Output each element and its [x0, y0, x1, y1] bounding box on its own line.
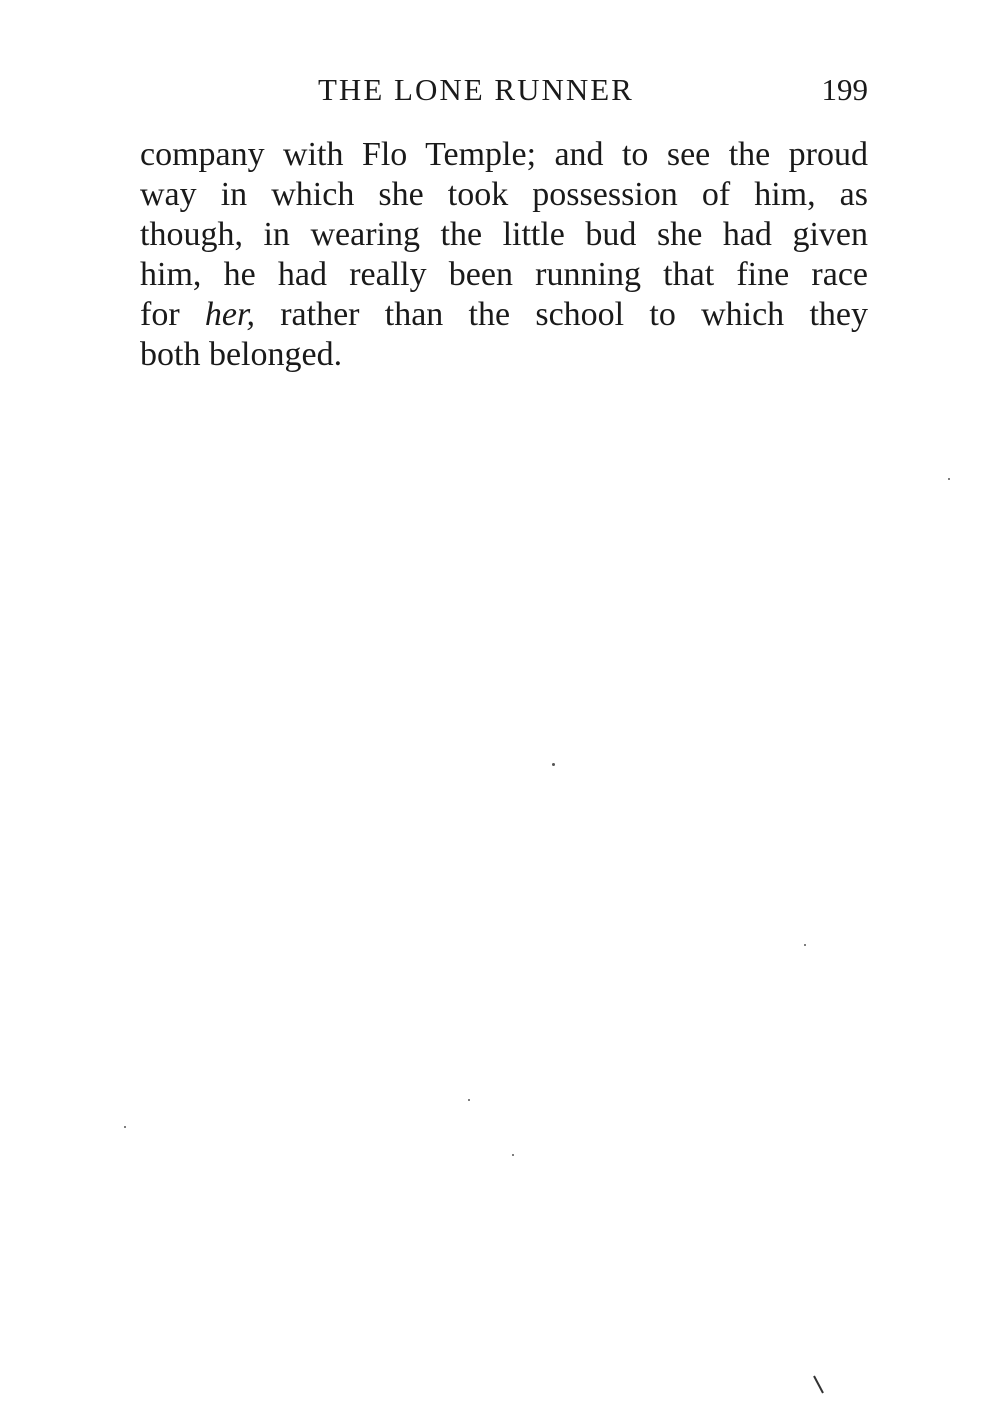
- text-line: company with Flo Temple; and to see the proud: [140, 136, 868, 173]
- scan-speck: [948, 478, 950, 480]
- text-line: both belonged.: [140, 336, 343, 373]
- body-paragraph: [140, 135, 868, 375]
- text-line: [140, 295, 868, 335]
- text-segment: for: [140, 296, 205, 333]
- scan-speck: [552, 763, 555, 766]
- scan-speck: [124, 1126, 126, 1128]
- running-title: THE LONE RUNNER: [318, 72, 634, 107]
- text-line: him, he had really been running that fine race: [140, 256, 868, 293]
- emphasized-word: her,: [204, 296, 255, 333]
- scan-speck: [804, 944, 806, 946]
- scan-speck: [512, 1154, 514, 1156]
- text-line: though, in wearing the little bud she had given: [140, 216, 868, 253]
- page-number: 199: [821, 72, 868, 107]
- text-line: way in which she took possession of him, as: [140, 176, 868, 213]
- running-head: [140, 68, 868, 112]
- scan-speck: [468, 1099, 470, 1101]
- text-segment: rather than the school to which they: [254, 296, 868, 333]
- scan-mark: [812, 1374, 826, 1396]
